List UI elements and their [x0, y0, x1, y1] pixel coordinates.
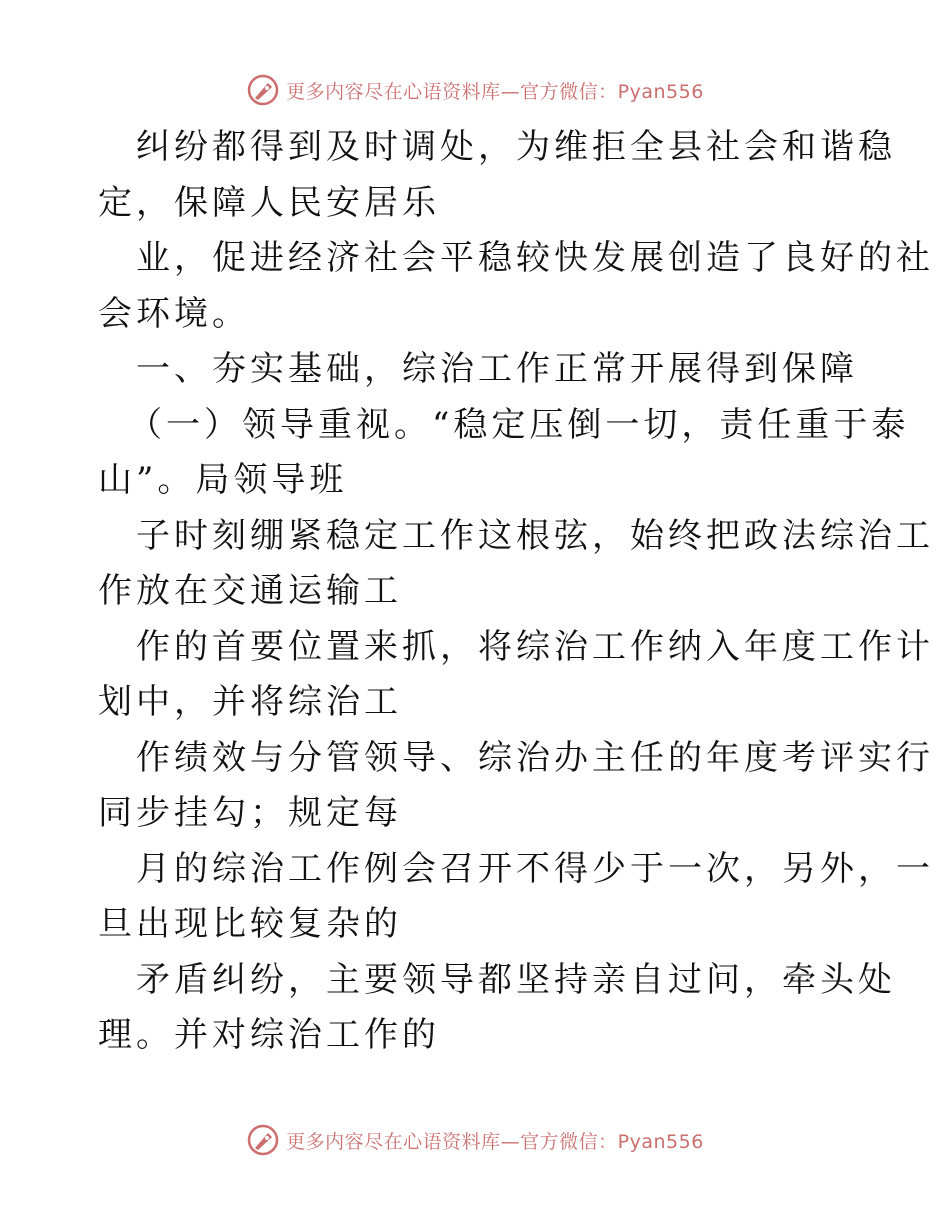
body-line: 业，促进经济社会平稳较快发展创造了良好的社	[136, 238, 934, 278]
section-heading: 一、夯实基础，综治工作正常开展得到保障	[136, 349, 858, 389]
body-line: 纠纷都得到及时调处，为维拒全县社会和谐稳	[136, 127, 896, 167]
body-line: 旦出现比较复杂的	[98, 904, 402, 944]
pen-nib-logo-icon	[246, 73, 280, 107]
subsection-heading: （一）领导重视。“稳定压倒一切，责任重于泰	[128, 404, 910, 445]
body-line: 作放在交通运输工	[98, 571, 402, 611]
header-watermark	[0, 70, 950, 110]
body-line: 划中，并将综治工	[98, 682, 402, 722]
body-line: 作的首要位置来抓，将综治工作纳入年度工作计	[136, 626, 934, 667]
body-line: 同步挂勾；规定每	[98, 793, 402, 833]
body-line: 定，保障人民安居乐	[98, 182, 440, 223]
body-line: 会环境。	[98, 293, 250, 334]
body-line: 作绩效与分管领导、综治办主任的年度考评实行	[136, 737, 934, 778]
footer-watermark	[0, 1120, 950, 1160]
body-line: 子时刻绷紧稳定工作这根弦，始终把政法综治工	[136, 515, 934, 556]
body-line: 矛盾纠纷，主要领导都坚持亲自过问，牵头处	[136, 959, 896, 1000]
document-body	[98, 120, 934, 1064]
body-line: 理。并对综治工作的	[98, 1015, 440, 1055]
body-line: 山”。局领导班	[98, 460, 348, 500]
watermark-text: 更多内容尽在心语资料库—官方微信：Pyan556	[286, 1130, 704, 1153]
pen-nib-logo-icon	[246, 1123, 280, 1157]
watermark-text: 更多内容尽在心语资料库—官方微信：Pyan556	[286, 80, 704, 103]
body-line: 月的综治工作例会召开不得少于一次，另外，一	[136, 848, 934, 889]
